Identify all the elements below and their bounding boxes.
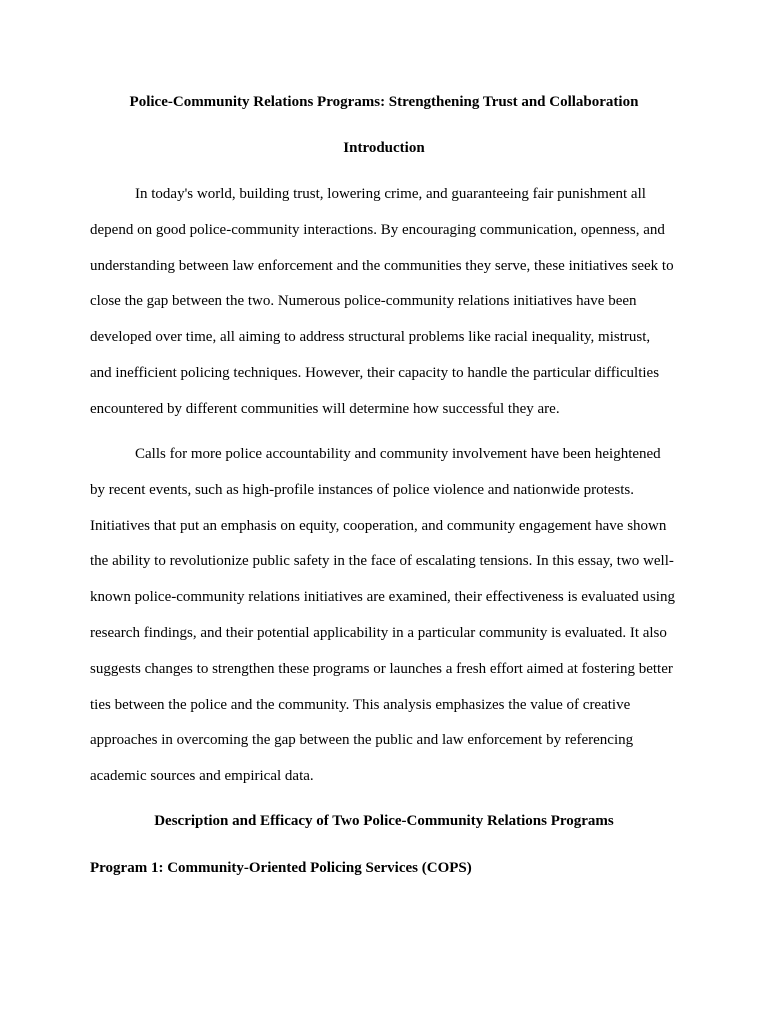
text-line: In today's world, building trust, lowering crime, and guaranteeing fair punishment all: [135, 186, 646, 202]
introduction-heading: Introduction: [343, 140, 425, 156]
text-line: understanding between law enforcement and the communities they serve, these initiatives seek to: [90, 257, 674, 274]
text-line: Initiatives that put an emphasis on equity, cooperation, and community engagement have shown: [90, 517, 667, 534]
text-line: the ability to revolutionize public safety in the face of escalating tensions. In this essay, two well-: [90, 553, 674, 570]
introduction-paragraph-2: [90, 444, 690, 802]
text-line: Calls for more police accountability and community involvement have been heightened: [135, 446, 661, 462]
section-heading: Description and Efficacy of Two Police-Community Relations Programs: [154, 813, 614, 829]
text-line: and inefficient policing techniques. However, their capacity to handle the particular difficulties: [90, 364, 660, 381]
text-line: by recent events, such as high-profile instances of police violence and nationwide protests.: [90, 481, 634, 498]
text-line: suggests changes to strengthen these programs or launches a fresh effort aimed at fostering better: [90, 660, 673, 677]
document-title: Police-Community Relations Programs: Strengthening Trust and Collaboration: [129, 94, 639, 110]
text-line: academic sources and empirical data.: [90, 768, 314, 785]
text-line: research findings, and their potential applicability in a particular community is evaluated. It also: [90, 624, 667, 641]
text-line: developed over time, all aiming to address structural problems like racial inequality, mistrust,: [90, 329, 651, 346]
program-1-heading: Program 1: Community-Oriented Policing Services (COPS): [90, 860, 472, 876]
text-line: close the gap between the two. Numerous police-community relations initiatives have been: [90, 293, 637, 310]
text-line: encountered by different communities will determine how successful they are.: [90, 400, 560, 417]
text-line: approaches in overcoming the gap between the public and law enforcement by referencing: [90, 732, 634, 749]
text-line: known police-community relations initiatives are examined, their effectiveness is evaluated using: [90, 589, 675, 606]
text-line: ties between the police and the community. This analysis emphasizes the value of creative: [90, 696, 631, 713]
introduction-paragraph-1: [90, 184, 690, 435]
text-line: depend on good police-community interactions. By encouraging communication, openness, and: [90, 221, 665, 238]
